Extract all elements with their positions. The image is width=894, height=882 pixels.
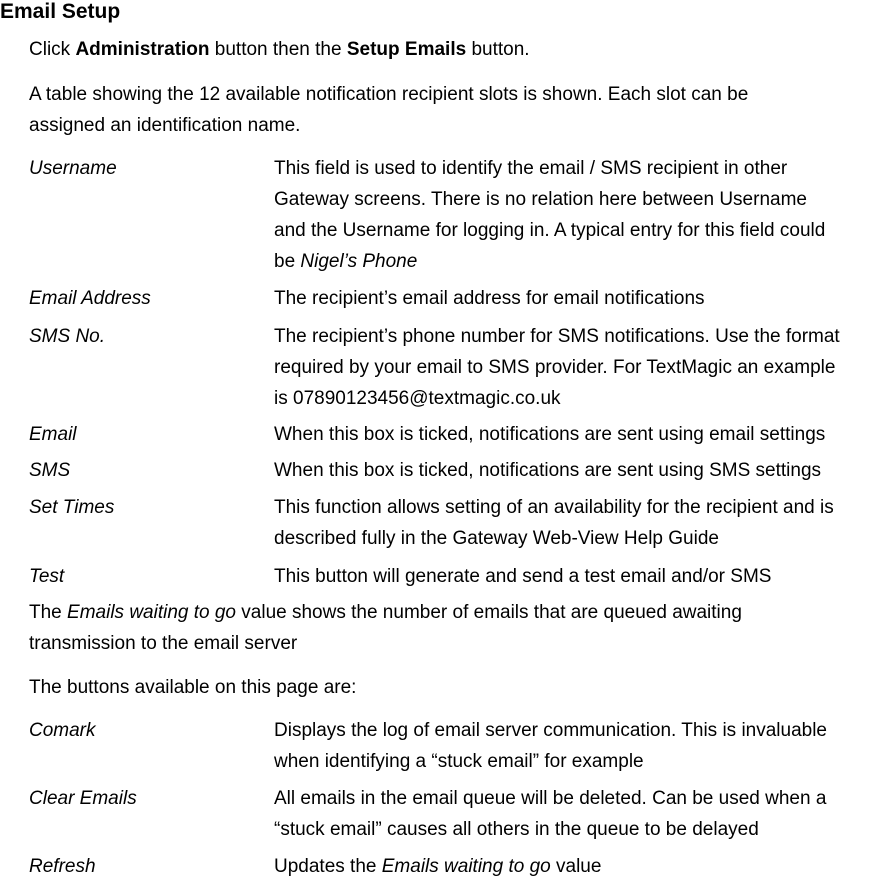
desc-line-prefix: be	[274, 251, 301, 272]
desc-set-times	[274, 492, 894, 554]
desc-line: Displays the log of email server communication. This is invaluable	[274, 720, 828, 741]
intro-middle: button then the	[209, 39, 347, 60]
term-test: Test	[29, 566, 65, 587]
term-comark: Comark	[29, 720, 96, 741]
waiting-paragraph	[29, 597, 742, 659]
term-set-times: Set Times	[29, 497, 115, 518]
table-description	[29, 79, 748, 141]
example-username: Nigel’s Phone	[300, 251, 418, 272]
intro-paragraph	[29, 34, 530, 65]
term-clear-emails: Clear Emails	[29, 788, 137, 809]
desc-refresh	[274, 851, 894, 882]
waiting-prefix: The	[29, 602, 68, 623]
desc-line: is 07890123456@textmagic.co.uk	[274, 388, 561, 409]
table-description-line-2: assigned an identification name.	[29, 115, 301, 136]
desc-line: When this box is ticked, notifications are sent using email settings	[274, 424, 826, 445]
term-refresh: Refresh	[29, 856, 96, 877]
desc-line: This field is used to identify the email / SMS recipient in other	[274, 158, 788, 179]
desc-line: When this box is ticked, notifications are sent using SMS settings	[274, 460, 822, 481]
desc-line: Gateway screens. There is no relation here between Username	[274, 189, 807, 210]
desc-sms-no	[274, 321, 894, 414]
term-username: Username	[29, 158, 117, 179]
administration-button-ref: Administration	[75, 39, 210, 60]
refresh-prefix: Updates the	[274, 856, 382, 877]
desc-email	[274, 419, 894, 450]
desc-line: The recipient’s phone number for SMS notifications. Use the format	[274, 326, 840, 347]
desc-line	[274, 851, 894, 882]
desc-line: All emails in the email queue will be deleted. Can be used when a	[274, 788, 827, 809]
term-sms-no: SMS No.	[29, 326, 106, 347]
desc-test	[274, 561, 894, 592]
desc-username	[274, 153, 894, 277]
waiting-line-2: transmission to the email server	[29, 633, 298, 654]
desc-line: described fully in the Gateway Web-View Help Guide	[274, 528, 719, 549]
setup-emails-button-ref: Setup Emails	[346, 39, 467, 60]
term-email: Email	[29, 424, 77, 445]
desc-line: “stuck email” causes all others in the queue to be delayed	[274, 819, 759, 840]
desc-email-address	[274, 283, 894, 314]
desc-line: The recipient’s email address for email notifications	[274, 288, 705, 309]
desc-line: This function allows setting of an availability for the recipient and is	[274, 497, 834, 518]
waiting-suffix: value shows the number of emails that are queued awaiting	[236, 602, 742, 623]
intro-prefix: Click	[29, 39, 76, 60]
table-description-line-1: A table showing the 12 available notification recipient slots is shown. Each slot can be	[29, 84, 749, 105]
desc-comark	[274, 715, 894, 777]
waiting-emphasis: Emails waiting to go	[67, 602, 236, 623]
intro-suffix: button.	[466, 39, 530, 60]
refresh-emphasis: Emails waiting to go	[381, 856, 551, 877]
refresh-suffix: value	[550, 856, 602, 877]
desc-line: and the Username for logging in. A typical entry for this field could	[274, 220, 826, 241]
waiting-line-1	[29, 597, 742, 628]
desc-line: when identifying a “stuck email” for example	[274, 751, 644, 772]
term-sms: SMS	[29, 460, 71, 481]
page-title: Email Setup	[0, 0, 121, 23]
desc-line: This button will generate and send a test email and/or SMS	[274, 566, 772, 587]
desc-clear-emails	[274, 783, 894, 845]
term-email-address: Email Address	[29, 288, 151, 309]
desc-sms	[274, 455, 894, 486]
desc-line: required by your email to SMS provider. For TextMagic an example	[274, 357, 836, 378]
desc-line	[274, 246, 894, 277]
buttons-intro: The buttons available on this page are:	[29, 677, 357, 698]
